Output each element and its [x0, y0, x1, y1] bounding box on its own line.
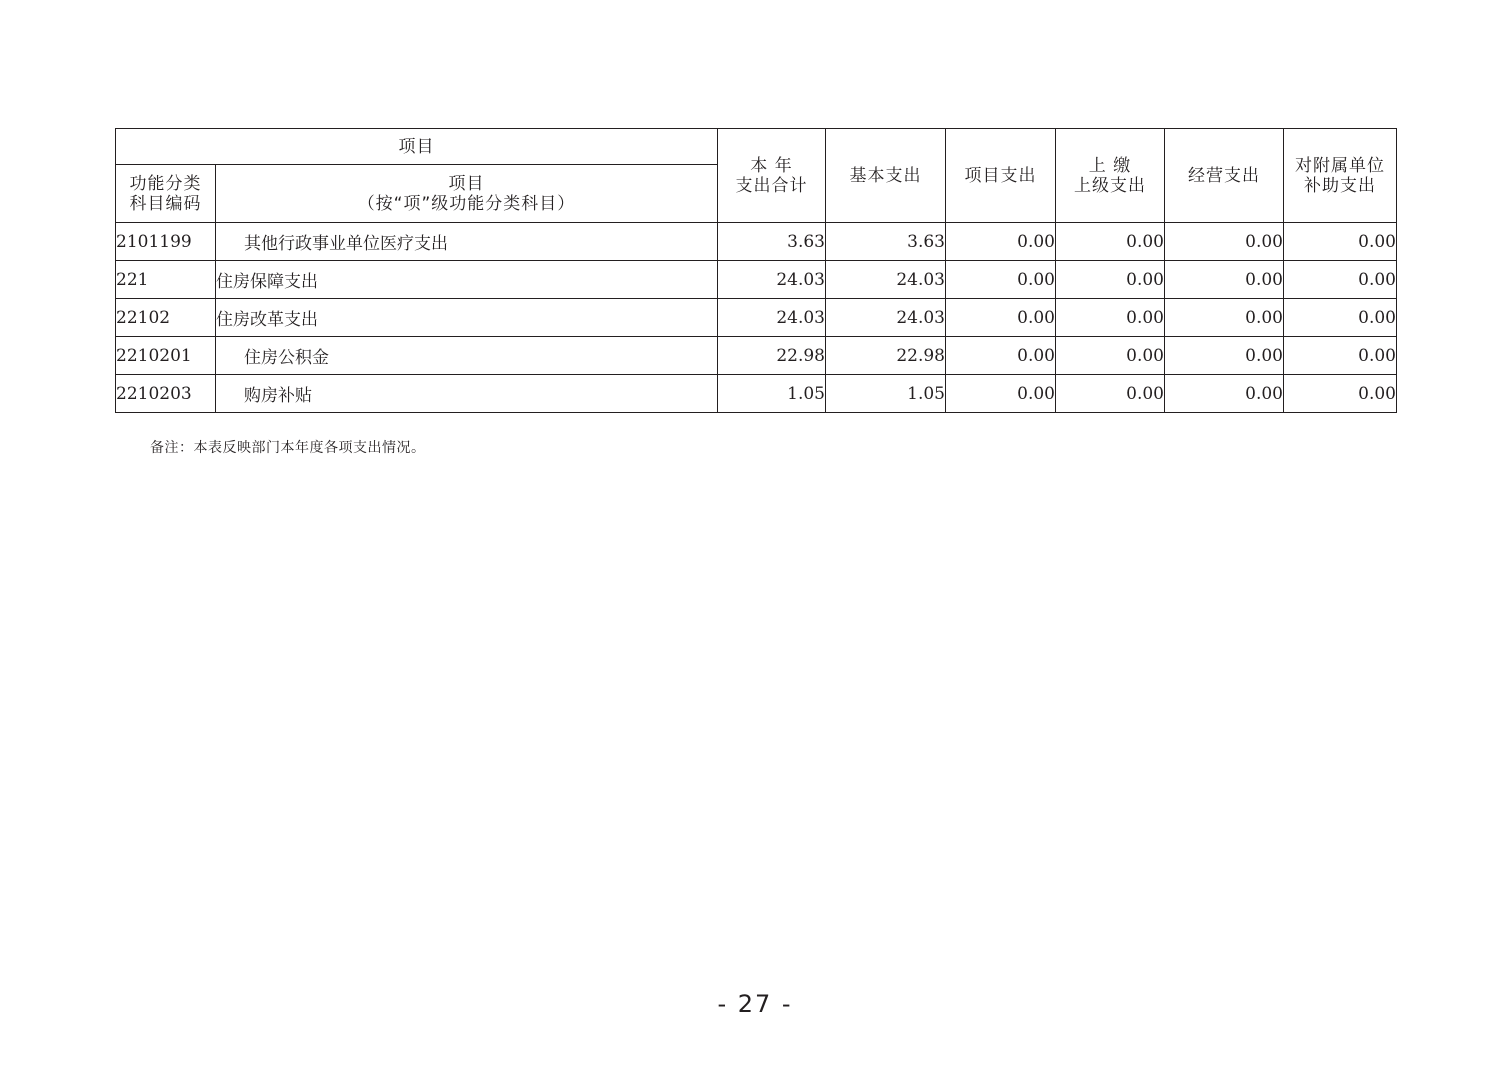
- cell-upper: 0.00: [1056, 261, 1165, 299]
- cell-upper: 0.00: [1056, 375, 1165, 413]
- cell-name: 购房补贴: [216, 375, 718, 413]
- cell-basic: 24.03: [826, 261, 946, 299]
- page-number: - 27 -: [717, 990, 793, 1018]
- cell-project: 0.00: [946, 223, 1056, 261]
- cell-operation: 0.00: [1165, 375, 1284, 413]
- cell-operation: 0.00: [1165, 223, 1284, 261]
- cell-basic: 24.03: [826, 299, 946, 337]
- header-operation: 经营支出: [1165, 129, 1284, 223]
- header-total: [718, 129, 826, 223]
- header-item: [216, 165, 718, 223]
- cell-code: 2210201: [116, 337, 216, 375]
- cell-upper: 0.00: [1056, 223, 1165, 261]
- cell-total: 3.63: [718, 223, 826, 261]
- cell-operation: 0.00: [1165, 337, 1284, 375]
- cell-subsidy: 0.00: [1284, 223, 1397, 261]
- cell-basic: 22.98: [826, 337, 946, 375]
- cell-name: 住房改革支出: [216, 299, 718, 337]
- cell-name: 住房保障支出: [216, 261, 718, 299]
- cell-subsidy: 0.00: [1284, 337, 1397, 375]
- table-row: [116, 261, 1397, 299]
- cell-project: 0.00: [946, 299, 1056, 337]
- table-row: [116, 375, 1397, 413]
- cell-operation: 0.00: [1165, 261, 1284, 299]
- cell-code: 22102: [116, 299, 216, 337]
- header-subsidy-line1: 对附属单位: [1295, 155, 1385, 176]
- cell-project: 0.00: [946, 261, 1056, 299]
- expenditure-table: [115, 128, 1397, 413]
- header-upper-line2: 上级支出: [1074, 175, 1146, 196]
- header-total-line2: 支出合计: [735, 175, 808, 196]
- cell-operation: 0.00: [1165, 299, 1284, 337]
- header-func-code-line1: 功能分类: [129, 173, 202, 194]
- table-row: [116, 337, 1397, 375]
- cell-project: 0.00: [946, 375, 1056, 413]
- table-body: [116, 223, 1397, 413]
- cell-code: 221: [116, 261, 216, 299]
- header-item-line1: 项目: [448, 173, 485, 194]
- header-item-line2: （按“项”级功能分类科目）: [357, 193, 576, 214]
- cell-code: 2210203: [116, 375, 216, 413]
- cell-project: 0.00: [946, 337, 1056, 375]
- cell-name: 其他行政事业单位医疗支出: [216, 223, 718, 261]
- cell-basic: 1.05: [826, 375, 946, 413]
- header-subsidy: [1284, 129, 1397, 223]
- cell-upper: 0.00: [1056, 337, 1165, 375]
- table-header: [116, 129, 1397, 223]
- header-project: 项目支出: [946, 129, 1056, 223]
- table-row: [116, 299, 1397, 337]
- header-subsidy-line2: 补助支出: [1304, 175, 1376, 196]
- header-basic: 基本支出: [826, 129, 946, 223]
- header-total-line1: 本 年: [750, 155, 793, 176]
- cell-basic: 3.63: [826, 223, 946, 261]
- table-note: 备注：本表反映部门本年度各项支出情况。: [150, 440, 426, 456]
- cell-total: 22.98: [718, 337, 826, 375]
- cell-name: 住房公积金: [216, 337, 718, 375]
- header-upper: [1056, 129, 1165, 223]
- header-project-group: 项目: [116, 129, 718, 165]
- cell-subsidy: 0.00: [1284, 261, 1397, 299]
- cell-total: 24.03: [718, 261, 826, 299]
- header-func-code: [116, 165, 216, 223]
- header-func-code-line2: 科目编码: [129, 193, 202, 214]
- table-row: [116, 223, 1397, 261]
- cell-subsidy: 0.00: [1284, 299, 1397, 337]
- cell-upper: 0.00: [1056, 299, 1165, 337]
- cell-total: 1.05: [718, 375, 826, 413]
- cell-code: 2101199: [116, 223, 216, 261]
- cell-subsidy: 0.00: [1284, 375, 1397, 413]
- header-upper-line1: 上 缴: [1088, 155, 1132, 176]
- cell-total: 24.03: [718, 299, 826, 337]
